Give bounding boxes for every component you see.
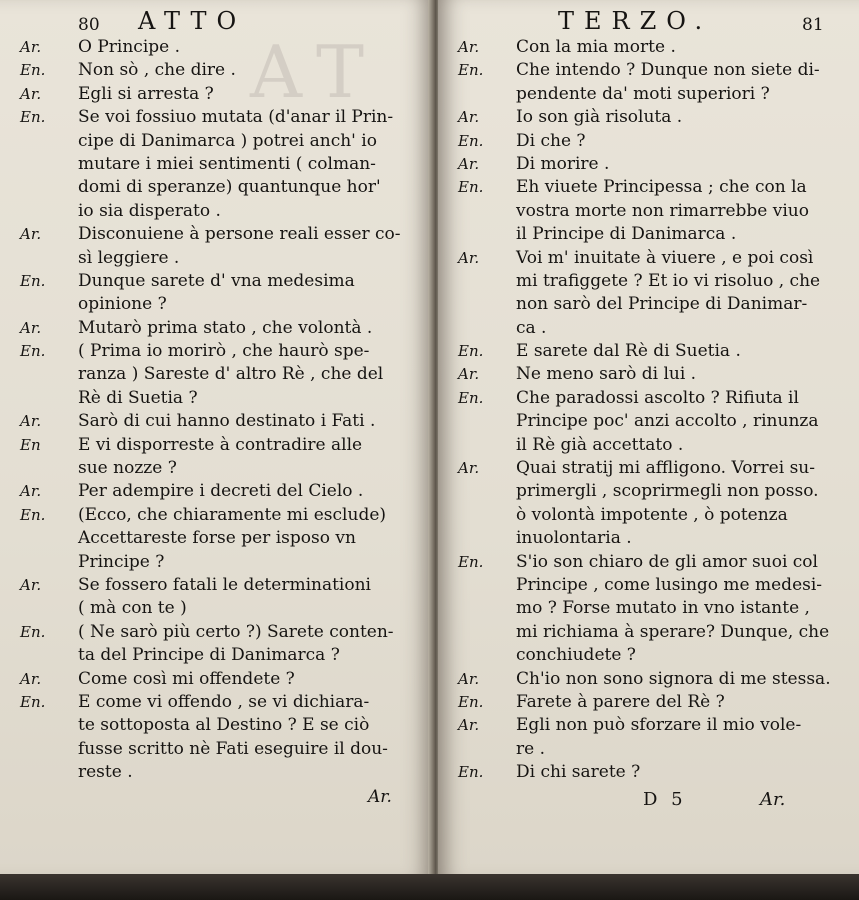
dialogue-line <box>458 527 859 550</box>
line-text: ca . <box>516 317 547 338</box>
speaker-tag: En. <box>458 131 484 150</box>
line-text: Farete à parere del Rè ? <box>516 691 725 712</box>
speaker-tag: Ar. <box>458 108 480 127</box>
line-text: pendente da' moti superiori ? <box>516 83 770 104</box>
line-text: io sia disperato . <box>78 200 221 221</box>
line-text: ò volontà impotente , ò potenza <box>516 504 788 525</box>
speaker-tag: Ar. <box>458 38 480 56</box>
dialogue-line <box>20 270 432 293</box>
speaker-tag: Ar. <box>458 248 480 267</box>
dialogue-line <box>458 597 859 620</box>
dialogue-line <box>458 434 859 457</box>
speaker-tag: Ar. <box>458 716 480 735</box>
right-page-footer <box>458 785 859 815</box>
dialogue-line <box>458 387 859 410</box>
dialogue-line <box>458 644 859 667</box>
dialogue-line <box>458 457 859 480</box>
line-text: Principe , come lusingo me medesi- <box>516 574 823 595</box>
dialogue-line <box>458 83 859 106</box>
line-text: Quai stratij mi affligono. Vorrei su- <box>516 458 816 479</box>
dialogue-line <box>20 223 432 246</box>
line-text: te sottoposta al Destino ? E se ciò <box>78 715 370 736</box>
line-text: ta del Principe di Danimarca ? <box>78 645 340 666</box>
speaker-tag: En. <box>20 108 46 127</box>
dialogue-line <box>20 293 432 316</box>
speaker-tag: En <box>20 435 41 454</box>
dialogue-line <box>458 223 859 246</box>
dialogue-line <box>458 200 859 223</box>
line-text: Con la mia morte . <box>516 37 676 57</box>
line-text: Di che ? <box>516 130 586 151</box>
dialogue-line <box>458 106 859 129</box>
dialogue-line <box>458 317 859 340</box>
line-text: (Ecco, che chiaramente mi esclude) <box>78 504 387 525</box>
speaker-tag: Ar. <box>458 154 480 173</box>
line-text: conchiudete ? <box>516 645 636 666</box>
line-text: il Rè già accettato . <box>516 434 684 455</box>
dialogue-line <box>20 176 432 199</box>
left-page <box>0 0 432 878</box>
speaker-tag: Ar. <box>20 38 42 56</box>
dialogue-line <box>20 597 432 620</box>
dialogue-line <box>20 668 432 691</box>
line-text: Egli si arresta ? <box>78 83 214 104</box>
right-catchword: Ar. <box>760 788 786 810</box>
line-text: E vi disporreste à contradire alle <box>78 434 363 455</box>
line-text: ranza ) Sareste d' altro Rè , che del <box>78 364 384 385</box>
dialogue-line <box>20 387 432 410</box>
line-text: mi trafiggete ? Et io vi risoluo , che <box>516 270 821 291</box>
line-text: re . <box>516 738 545 759</box>
right-page-number: 81 <box>802 15 824 35</box>
dialogue-line <box>458 504 859 527</box>
dialogue-line <box>20 83 432 106</box>
dialogue-line <box>458 270 859 293</box>
line-text: Voi m' inuitate à viuere , e poi così <box>516 247 814 268</box>
dialogue-line <box>20 434 432 457</box>
dialogue-line <box>458 153 859 176</box>
speaker-tag: En. <box>20 505 46 524</box>
dialogue-line <box>20 317 432 340</box>
line-text: cipe di Danimarca ) potrei anch' io <box>78 130 377 151</box>
dialogue-line <box>20 714 432 737</box>
dialogue-line <box>20 527 432 550</box>
dialogue-line <box>20 36 432 59</box>
dialogue-line <box>458 340 859 363</box>
line-text: E sarete dal Rè di Suetia . <box>516 341 741 362</box>
speaker-tag: Ar. <box>20 669 42 688</box>
line-text: Accettareste forse per isposo vn <box>78 528 356 549</box>
dialogue-line <box>458 738 859 761</box>
line-text: Per adempire i decreti del Cielo . <box>78 481 364 502</box>
dialogue-line <box>458 59 859 82</box>
left-catchword: Ar. <box>368 786 392 807</box>
dialogue-line <box>458 130 859 153</box>
line-text: Mutarò prima stato , che volontà . <box>78 317 373 338</box>
line-text: fusse scritto nè Fati eseguire il dou- <box>78 738 388 759</box>
dialogue-line <box>20 738 432 761</box>
dialogue-line <box>458 480 859 503</box>
dialogue-line <box>20 106 432 129</box>
speaker-tag: En. <box>458 61 484 80</box>
speaker-tag: En. <box>458 763 484 782</box>
dialogue-line <box>458 668 859 691</box>
line-text: Egli non può sforzare il mio vole- <box>516 715 802 736</box>
speaker-tag: En. <box>458 552 484 571</box>
line-text: Disconuiene à persone reali esser co- <box>78 224 401 245</box>
dialogue-line <box>458 691 859 714</box>
line-text: non sarò del Principe di Danimar- <box>516 294 808 315</box>
right-dialogue <box>458 36 859 785</box>
speaker-tag: En. <box>20 61 46 80</box>
dialogue-line <box>20 551 432 574</box>
line-text: inuolontaria . <box>516 528 632 549</box>
line-text: Principe ? <box>78 551 165 572</box>
left-page-number: 80 <box>78 15 100 35</box>
line-text: vostra morte non rimarrebbe viuo <box>516 200 809 221</box>
dialogue-line <box>20 153 432 176</box>
left-catchword-line <box>20 785 432 809</box>
dialogue-line <box>20 247 432 270</box>
speaker-tag: Ar. <box>20 482 42 501</box>
line-text: Che intendo ? Dunque non siete di- <box>516 60 820 81</box>
line-text: Di chi sarete ? <box>516 762 641 783</box>
line-text: mi richiama à sperare? Dunque, che <box>516 621 830 642</box>
dialogue-line <box>20 621 432 644</box>
line-text: reste . <box>78 762 133 783</box>
dialogue-line <box>458 714 859 737</box>
speaker-tag: En. <box>20 271 46 290</box>
line-text: mo ? Forse mutato in vno istante , <box>516 598 810 619</box>
speaker-tag: En. <box>458 342 484 361</box>
dialogue-line <box>20 410 432 433</box>
speaker-tag: En. <box>458 692 484 711</box>
dialogue-line <box>20 59 432 82</box>
line-text: opinione ? <box>78 294 167 315</box>
line-text: Che paradossi ascolto ? Rifiuta il <box>516 387 799 408</box>
dialogue-line <box>20 200 432 223</box>
speaker-tag: En. <box>20 692 46 711</box>
line-text: il Principe di Danimarca . <box>516 224 737 245</box>
line-text: ( Ne sarò più certo ?) Sarete conten- <box>78 621 394 642</box>
speaker-tag: Ar. <box>20 318 42 337</box>
dialogue-line <box>458 574 859 597</box>
speaker-tag: Ar. <box>20 84 42 103</box>
signature-mark: D 5 <box>643 788 687 810</box>
line-text: Non sò , che dire . <box>78 60 236 81</box>
line-text: Rè di Suetia ? <box>78 387 198 408</box>
dialogue-line <box>20 574 432 597</box>
dialogue-line <box>458 551 859 574</box>
line-text: Ch'io non sono signora di me stessa. <box>516 668 831 689</box>
book-edge <box>0 874 859 900</box>
right-page-header <box>458 6 859 36</box>
speaker-tag: Ar. <box>20 225 42 244</box>
dialogue-line <box>20 504 432 527</box>
dialogue-line <box>458 293 859 316</box>
line-text: S'io son chiaro de gli amor suoi col <box>516 551 818 572</box>
line-text: Dunque sarete d' vna medesima <box>78 270 355 291</box>
line-text: Eh viuete Principessa ; che con la <box>516 177 807 198</box>
line-text: domi di speranze) quantunque hor' <box>78 177 381 198</box>
right-page <box>438 0 859 878</box>
left-page-header <box>20 6 432 36</box>
dialogue-line <box>20 457 432 480</box>
dialogue-line <box>20 691 432 714</box>
line-text: ( mà con te ) <box>78 598 187 619</box>
show-through-ghost: AT <box>250 30 383 114</box>
line-text: Ne meno sarò di lui . <box>516 364 697 385</box>
speaker-tag: Ar. <box>20 412 42 431</box>
dialogue-line <box>458 761 859 784</box>
line-text: Principe poc' anzi accolto , rinunza <box>516 411 819 432</box>
line-text: Io son già risoluta . <box>516 107 683 128</box>
line-text: mutare i miei sentimenti ( colman- <box>78 153 376 174</box>
speaker-tag: En. <box>458 178 484 197</box>
dialogue-line <box>458 621 859 644</box>
speaker-tag: Ar. <box>20 575 42 594</box>
speaker-tag: Ar. <box>458 669 480 688</box>
dialogue-line <box>20 340 432 363</box>
dialogue-line <box>20 761 432 784</box>
speaker-tag: Ar. <box>458 459 480 478</box>
dialogue-line <box>458 247 859 270</box>
dialogue-line <box>458 363 859 386</box>
line-text: primergli , scoprirmegli non posso. <box>516 481 819 502</box>
dialogue-line <box>20 363 432 386</box>
line-text: Sarò di cui hanno destinato i Fati . <box>78 411 376 432</box>
left-dialogue <box>20 36 432 785</box>
line-text: sì leggiere . <box>78 247 180 268</box>
right-running-head: TERZO. <box>558 7 713 35</box>
dialogue-line <box>458 176 859 199</box>
line-text: Di morire . <box>516 153 610 174</box>
line-text: Come così mi offendete ? <box>78 668 295 689</box>
speaker-tag: En. <box>20 342 46 361</box>
line-text: ( Prima io morirò , che haurò spe- <box>78 341 370 362</box>
speaker-tag: En. <box>458 388 484 407</box>
speaker-tag: En. <box>20 622 46 641</box>
line-text: sue nozze ? <box>78 458 177 479</box>
line-text: O Principe . <box>78 37 180 57</box>
dialogue-line <box>458 36 859 59</box>
dialogue-line <box>458 410 859 433</box>
dialogue-line <box>20 130 432 153</box>
left-running-head: ATTO <box>138 7 247 35</box>
dialogue-line <box>20 480 432 503</box>
line-text: Se voi fossiuo mutata (d'anar il Prin- <box>78 107 394 128</box>
dialogue-line <box>20 644 432 667</box>
line-text: E come vi offendo , se vi dichiara- <box>78 691 370 712</box>
speaker-tag: Ar. <box>458 365 480 384</box>
line-text: Se fossero fatali le determinationi <box>78 574 371 595</box>
